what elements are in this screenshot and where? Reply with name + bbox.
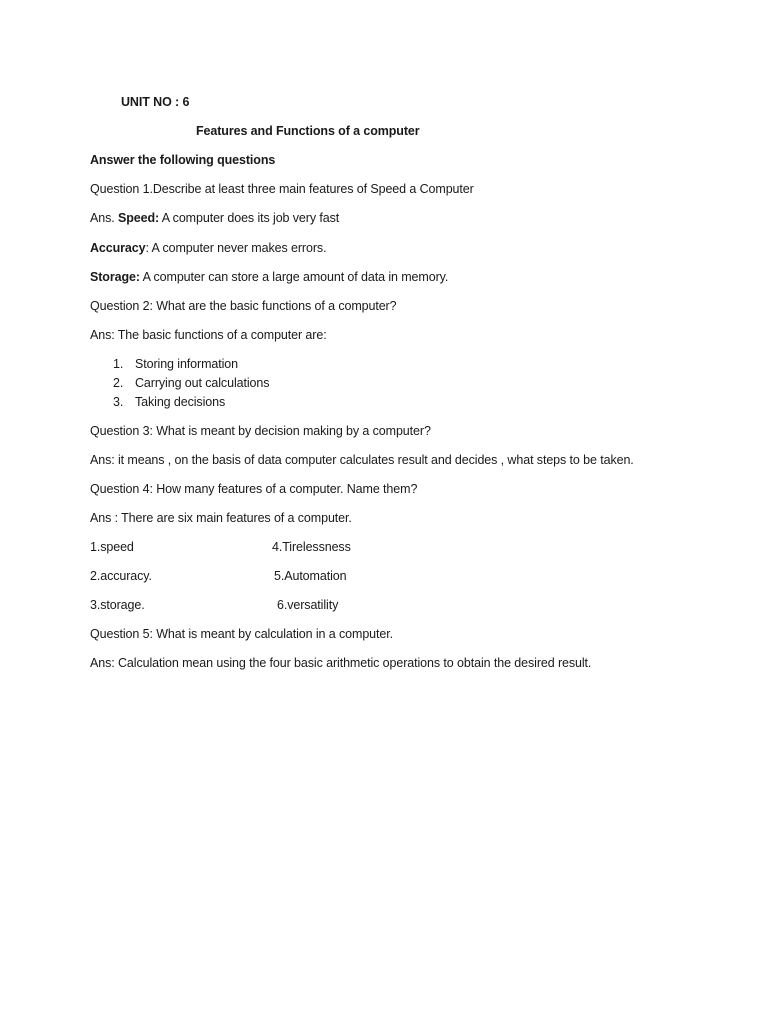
- answer-prefix: Ans.: [90, 211, 118, 225]
- speed-term: Speed:: [118, 211, 160, 225]
- storage-term: Storage:: [90, 270, 140, 284]
- list-text: Carrying out calculations: [135, 376, 270, 390]
- list-number: 3.: [113, 395, 124, 409]
- answer-1-speed: [90, 210, 339, 226]
- accuracy-text: : A computer never makes errors.: [145, 241, 327, 255]
- feature-left: 2.accuracy.: [90, 569, 152, 583]
- answer-5: Ans: Calculation mean using the four basic arithmetic operations to obtain the desired result.: [90, 656, 592, 670]
- speed-text: A computer does its job very fast: [159, 211, 340, 225]
- answer-4: Ans : There are six main features of a computer.: [90, 511, 352, 525]
- answer-1-accuracy: [90, 240, 326, 256]
- answer-1-storage: [90, 269, 448, 285]
- question-5: Question 5: What is meant by calculation in a computer.: [90, 627, 393, 641]
- question-2: Question 2: What are the basic functions of a computer?: [90, 299, 397, 313]
- question-1: Question 1.Describe at least three main features of Speed a Computer: [90, 182, 474, 196]
- answer-2: Ans: The basic functions of a computer are:: [90, 328, 327, 342]
- unit-number: UNIT NO : 6: [121, 95, 190, 109]
- feature-left: 3.storage.: [90, 598, 145, 612]
- feature-right: 5.Automation: [274, 569, 347, 583]
- list-item: [113, 394, 225, 410]
- list-item: [113, 356, 238, 372]
- feature-left: 1.speed: [90, 540, 134, 554]
- list-text: Storing information: [135, 357, 239, 371]
- question-3: Question 3: What is meant by decision making by a computer?: [90, 424, 431, 438]
- feature-right: 4.Tirelessness: [272, 540, 351, 554]
- list-text: Taking decisions: [135, 395, 226, 409]
- storage-text: A computer can store a large amount of data in memory.: [139, 270, 449, 284]
- document-title: Features and Functions of a computer: [196, 124, 420, 138]
- feature-right: 6.versatility: [277, 598, 339, 612]
- list-number: 2.: [113, 376, 124, 390]
- answer-3: Ans: it means , on the basis of data computer calculates result and decides , what steps to be taken.: [90, 453, 634, 467]
- list-number: 1.: [113, 357, 124, 371]
- question-4: Question 4: How many features of a computer. Name them?: [90, 482, 418, 496]
- accuracy-term: Accuracy: [90, 241, 146, 255]
- list-item: [113, 375, 269, 391]
- instruction-heading: Answer the following questions: [90, 153, 276, 167]
